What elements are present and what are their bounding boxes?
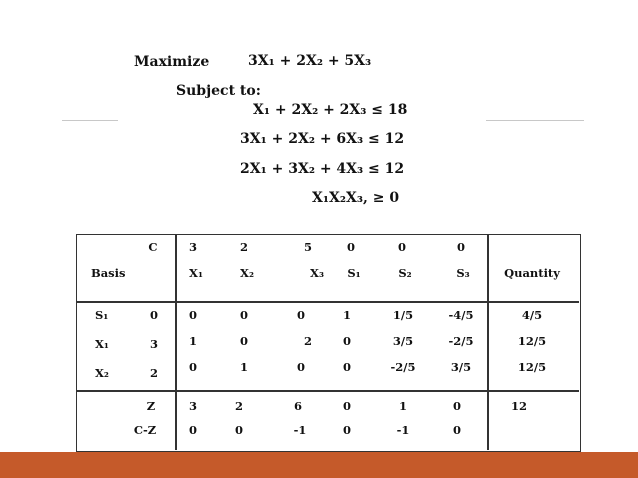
left-divider-line [62, 120, 118, 121]
basis-row-1: S₁ [95, 308, 109, 322]
basis-label: Basis [91, 266, 126, 280]
bottom-accent-bar [0, 452, 638, 478]
cz-x2: 0 [234, 423, 244, 437]
z-x3: 6 [293, 399, 303, 413]
row-2-s1: 0 [342, 334, 352, 348]
constraint-2: 3X₁ + 2X₂ + 6X₃ ≤ 12 [240, 131, 405, 147]
row-2-quantity: 12/5 [517, 334, 547, 348]
row-1-x2: 0 [239, 308, 249, 322]
row-3-quantity: 12/5 [517, 360, 547, 374]
z-s3: 0 [452, 399, 462, 413]
header-x3: X₃ [310, 266, 324, 280]
z-quantity: 12 [510, 399, 528, 413]
constraint-1: X₁ + 2X₂ + 2X₃ ≤ 18 [253, 102, 408, 118]
row-2-s3: -2/5 [448, 334, 474, 348]
row-2-x2: 0 [239, 334, 249, 348]
row-1-x1: 0 [188, 308, 198, 322]
basis-row-3: X₂ [95, 366, 109, 380]
header-x2: X₂ [240, 266, 254, 280]
basis-row-2: X₁ [95, 337, 109, 351]
c-label: C [148, 240, 158, 254]
c-row-1: 0 [149, 308, 159, 322]
header-s1: S₁ [347, 266, 361, 280]
z-label: Z [146, 399, 156, 413]
z-s1: 0 [342, 399, 352, 413]
row-3-x2: 1 [239, 360, 249, 374]
nonnegativity-constraint: X₁X₂X₃, ≥ 0 [312, 190, 400, 206]
simplex-tableau [76, 234, 581, 452]
c-value-x3: 5 [303, 240, 313, 254]
constraints-label: Subject to: [176, 83, 261, 99]
row-3-s1: 0 [342, 360, 352, 374]
row-2-x1: 1 [188, 334, 198, 348]
row-1-s1: 1 [342, 308, 352, 322]
column-divider-c [175, 235, 177, 450]
row-2-x3: 2 [303, 334, 313, 348]
quantity-label: Quantity [504, 266, 560, 280]
objective-expression: 3X₁ + 2X₂ + 5X₃ [248, 53, 372, 69]
c-value-s1: 0 [346, 240, 356, 254]
cz-x1: 0 [188, 423, 198, 437]
constraint-3: 2X₁ + 3X₂ + 4X₃ ≤ 12 [240, 161, 405, 177]
c-value-x1: 3 [188, 240, 198, 254]
row-1-s3: -4/5 [448, 308, 474, 322]
header-x1: X₁ [189, 266, 203, 280]
z-x2: 2 [234, 399, 244, 413]
row-1-s2: 1/5 [392, 308, 414, 322]
z-x1: 3 [188, 399, 198, 413]
cz-s1: 0 [342, 423, 352, 437]
c-value-s2: 0 [397, 240, 407, 254]
header-divider [77, 301, 579, 303]
right-divider-line [486, 120, 584, 121]
body-divider [77, 390, 579, 392]
header-s3: S₃ [456, 266, 470, 280]
c-row-3: 2 [149, 366, 159, 380]
row-3-x3: 0 [296, 360, 306, 374]
c-value-s3: 0 [456, 240, 466, 254]
c-row-2: 3 [149, 337, 159, 351]
row-1-x3: 0 [296, 308, 306, 322]
cz-label: C-Z [133, 423, 157, 437]
row-3-s3: 3/5 [450, 360, 472, 374]
objective-label: Maximize [134, 54, 210, 70]
cz-s3: 0 [452, 423, 462, 437]
row-1-quantity: 4/5 [521, 308, 543, 322]
row-3-s2: -2/5 [390, 360, 416, 374]
header-s2: S₂ [398, 266, 412, 280]
column-divider-quantity [487, 235, 489, 450]
row-2-s2: 3/5 [392, 334, 414, 348]
cz-s2: -1 [396, 423, 410, 437]
c-value-x2: 2 [239, 240, 249, 254]
z-s2: 1 [398, 399, 408, 413]
row-3-x1: 0 [188, 360, 198, 374]
cz-x3: -1 [293, 423, 307, 437]
